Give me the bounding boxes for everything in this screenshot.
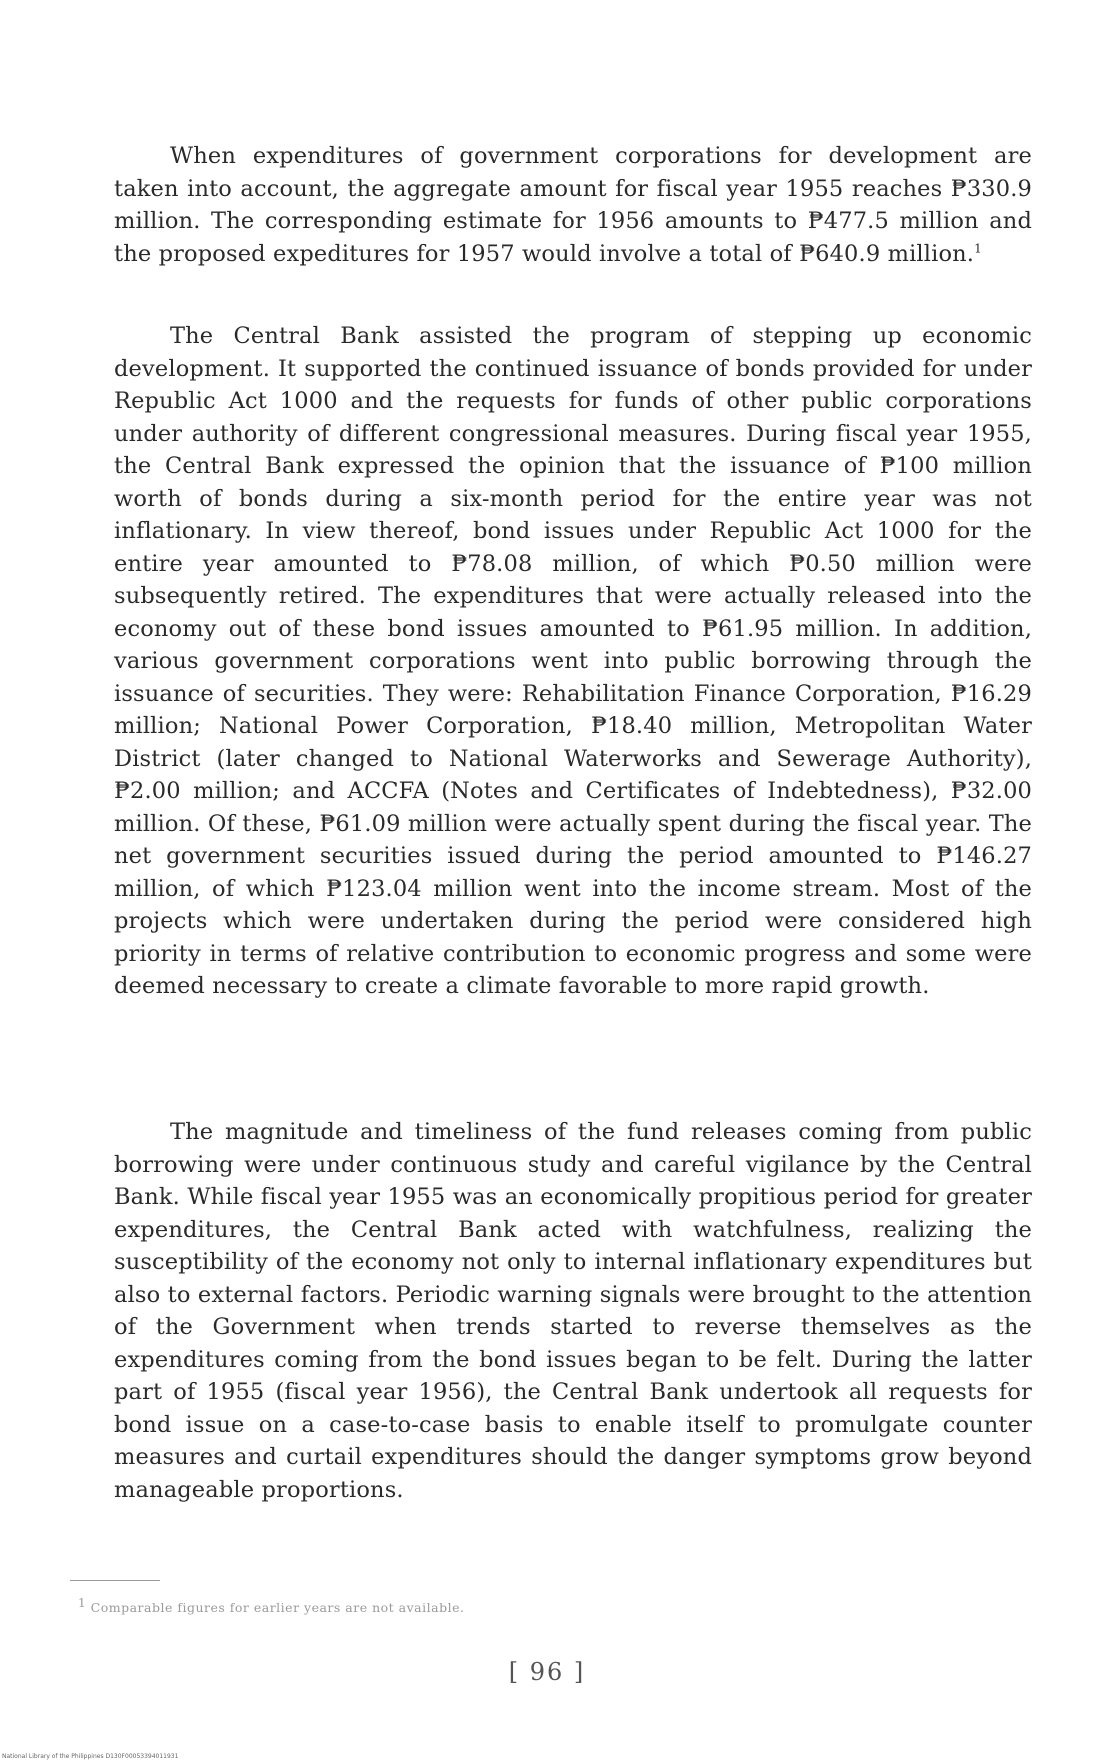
paragraph-3-block	[114, 1116, 1032, 1506]
footnote	[78, 1595, 465, 1615]
paragraph-2: The Central Bank assisted the program of stepping up economic development. It supported the continued issuance of bonds provided for under Republic Act 1000 and the requests for funds of other public corporations under authority of different congressional measures. During fiscal year 1955, the Central Bank expressed the opinion that the issuance of ₱100 million worth of bonds during a six-month period for the entire year was not inflationary. In view thereof, bond issues under Republic Act 1000 for the entire year amounted to ₱78.08 million, of which ₱0.50 million were subsequently retired. The expenditures that were actually released into the economy out of these bond issues amounted to ₱61.95 million. In addition, various government corporations went into public borrowing through the issuance of securities. They were: Rehabilitation Finance Corporation, ₱16.29 million; National Power Corporation, ₱18.40 million, Metropolitan Water District (later changed to National Waterworks and Sewerage Authority), ₱2.00 million; and ACCFA (Notes and Certificates of Indebtedness), ₱32.00 million. Of these, ₱61.09 million were actually spent during the fiscal year. The net government securities issued during the period amounted to ₱146.27 million, of which ₱123.04 million went into the income stream. Most of the projects which were undertaken during the period were considered high priority in terms of relative contribution to economic progress and some were deemed necessary to create a climate favorable to more rapid growth.	[114, 323, 1032, 999]
paragraph-1-text: When expenditures of government corporations for development are taken into account, the aggregate amount for fiscal year 1955 reaches ₱330.9 million. The corresponding estimate for 1956 amounts to ₱477.5 million and the proposed expeditures for 1957 would involve a total of ₱640.9 million.	[114, 143, 1032, 267]
paragraph-3: The magnitude and timeliness of the fund releases coming from public borrowing were under continuous study and careful vigilance by the Central Bank. While fiscal year 1955 was an economically propitious period for greater expenditures, the Central Bank acted with watchfulness, realizing the susceptibility of the economy not only to internal inflationary expenditures but also to external factors. Periodic warning signals were brought to the attention of the Government when trends started to reverse themselves as the expenditures coming from the bond issues began to be felt. During the latter part of 1955 (fiscal year 1956), the Central Bank undertook all requests for bond issue on a case-to-case basis to enable itself to promulgate counter measures and curtail expenditures should the danger symptoms grow beyond manageable proportions.	[114, 1119, 1032, 1503]
paragraph-1-block	[114, 140, 1032, 270]
paragraph-2-block	[114, 320, 1032, 1003]
footnote-reference: 1	[974, 241, 982, 255]
paragraph-1	[114, 140, 1032, 270]
footnote-text: Comparable figures for earlier years are not available.	[90, 1600, 465, 1615]
footnote-marker: 1	[78, 1595, 87, 1610]
footnote-divider	[70, 1580, 160, 1581]
page-number: [ 96 ]	[508, 1658, 586, 1686]
scan-credit: National Library of the Philippines D130F00053394011931	[2, 1753, 179, 1760]
